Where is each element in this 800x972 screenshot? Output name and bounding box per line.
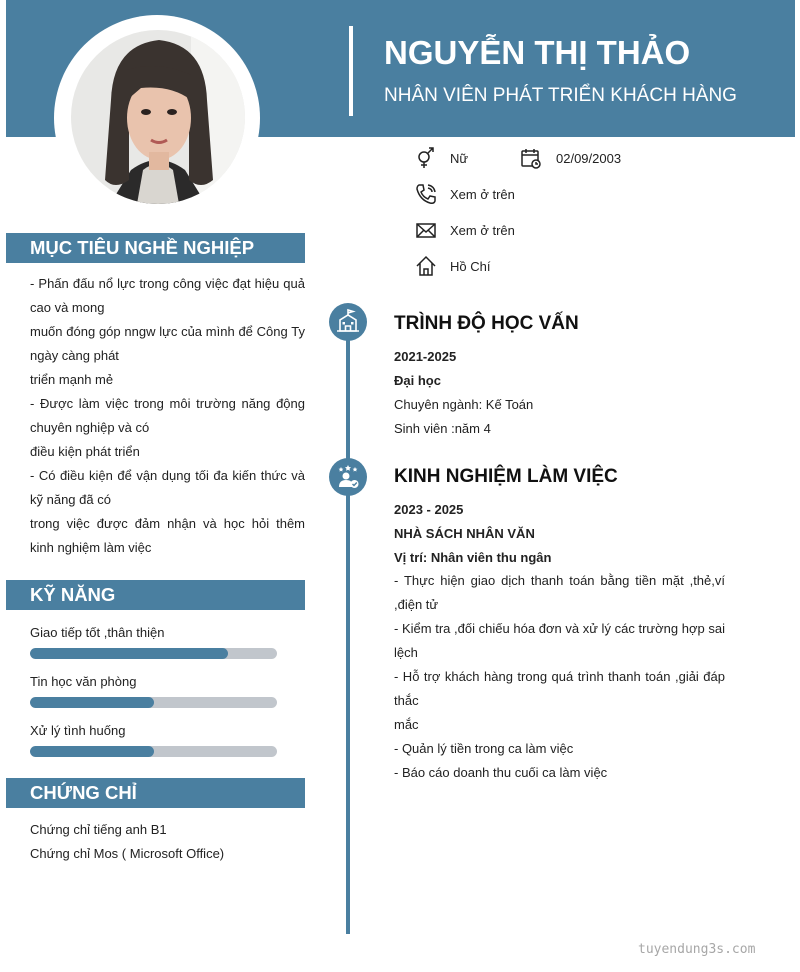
skills-heading: KỸ NĂNG (6, 580, 305, 610)
experience-years: 2023 - 2025 (394, 502, 464, 517)
skill-bar-fill (30, 648, 228, 659)
phone-icon (415, 183, 437, 205)
education-years: 2021-2025 (394, 349, 457, 364)
email-value: Xem ở trên (450, 223, 515, 238)
school-building-icon (329, 303, 367, 341)
skill-bar-fill (30, 697, 154, 708)
objective-line: trong việc được đảm nhận và học hỏi thêm kinh nghiệm làm việc (30, 516, 305, 555)
header-divider (349, 26, 353, 116)
skill-bar-fill (30, 746, 154, 757)
skill-bar (30, 648, 277, 659)
objective-line: - Phấn đấu nổ lực trong công việc đạt hiệu quả cao và mong (30, 276, 305, 315)
skill-bar (30, 746, 277, 757)
objective-line: - Có điều kiện để vận dụng tối đa kiến thức và kỹ năng đã có (30, 468, 305, 507)
skill-bar (30, 697, 277, 708)
experience-line: - Thực hiện giao dịch thanh toán bằng tiền mặt ,thẻ,ví ,điện tử (394, 573, 725, 612)
calendar-icon (520, 147, 542, 169)
skill-label: Tin học văn phòng (30, 674, 137, 689)
home-icon (415, 255, 437, 277)
timeline-line (346, 320, 350, 934)
candidate-name: NGUYỄN THỊ THẢO (384, 34, 691, 71)
experience-position: Vị trí: Nhân viên thu ngân (394, 550, 552, 565)
address-value: Hồ Chí (450, 259, 491, 274)
experience-line: - Kiểm tra ,đối chiếu hóa đơn và xử lý các trường hợp sai lệch (394, 621, 725, 660)
education-level: Đại học (394, 373, 441, 388)
phone-value: Xem ở trên (450, 187, 515, 202)
watermark: tuyendung3s.com (638, 942, 756, 957)
objective-line: điều kiện phát triển (30, 444, 140, 459)
objective-line: triển mạnh mẻ (30, 372, 114, 387)
avatar (71, 30, 245, 204)
skill-label: Giao tiếp tốt ,thân thiện (30, 625, 165, 640)
experience-line: - Quản lý tiền trong ca làm việc (394, 741, 574, 756)
objective-heading: MỤC TIÊU NGHỀ NGHIỆP (6, 233, 305, 263)
experience-line: - Hỗ trợ khách hàng trong quá trình thanh toán ,giải đáp thắc (394, 669, 725, 708)
gender-icon (415, 147, 437, 169)
objective-line: muốn đóng góp nngw lực của mình để Công Ty ngày càng phát (30, 324, 305, 363)
experience-line: - Báo cáo doanh thu cuối ca làm việc (394, 765, 608, 780)
certificates-heading: CHỨNG CHỈ (6, 778, 305, 808)
objective-line: - Được làm việc trong môi trường năng động chuyên nghiệp và có (30, 396, 305, 435)
certificate-item: Chứng chỉ tiếng anh B1 (30, 822, 167, 837)
experience-body (394, 569, 725, 785)
education-status: Sinh viên :năm 4 (394, 421, 491, 436)
experience-company: NHÀ SÁCH NHÂN VĂN (394, 526, 535, 541)
job-title: NHÂN VIÊN PHÁT TRIỂN KHÁCH HÀNG (384, 85, 737, 106)
experience-heading: KINH NGHIỆM LÀM VIỆC (394, 466, 618, 487)
experience-line: mắc (394, 717, 419, 732)
objective-body (30, 272, 305, 560)
education-heading: TRÌNH ĐỘ HỌC VẤN (394, 313, 579, 334)
skill-label: Xử lý tình huống (30, 723, 126, 738)
gender-value: Nữ (450, 151, 469, 166)
envelope-icon (415, 219, 437, 241)
education-major: Chuyên ngành: Kế Toán (394, 397, 534, 412)
certificate-item: Chứng chỉ Mos ( Microsoft Office) (30, 846, 225, 861)
birthdate-value: 02/09/2003 (556, 151, 622, 166)
user-stars-icon (329, 458, 367, 496)
